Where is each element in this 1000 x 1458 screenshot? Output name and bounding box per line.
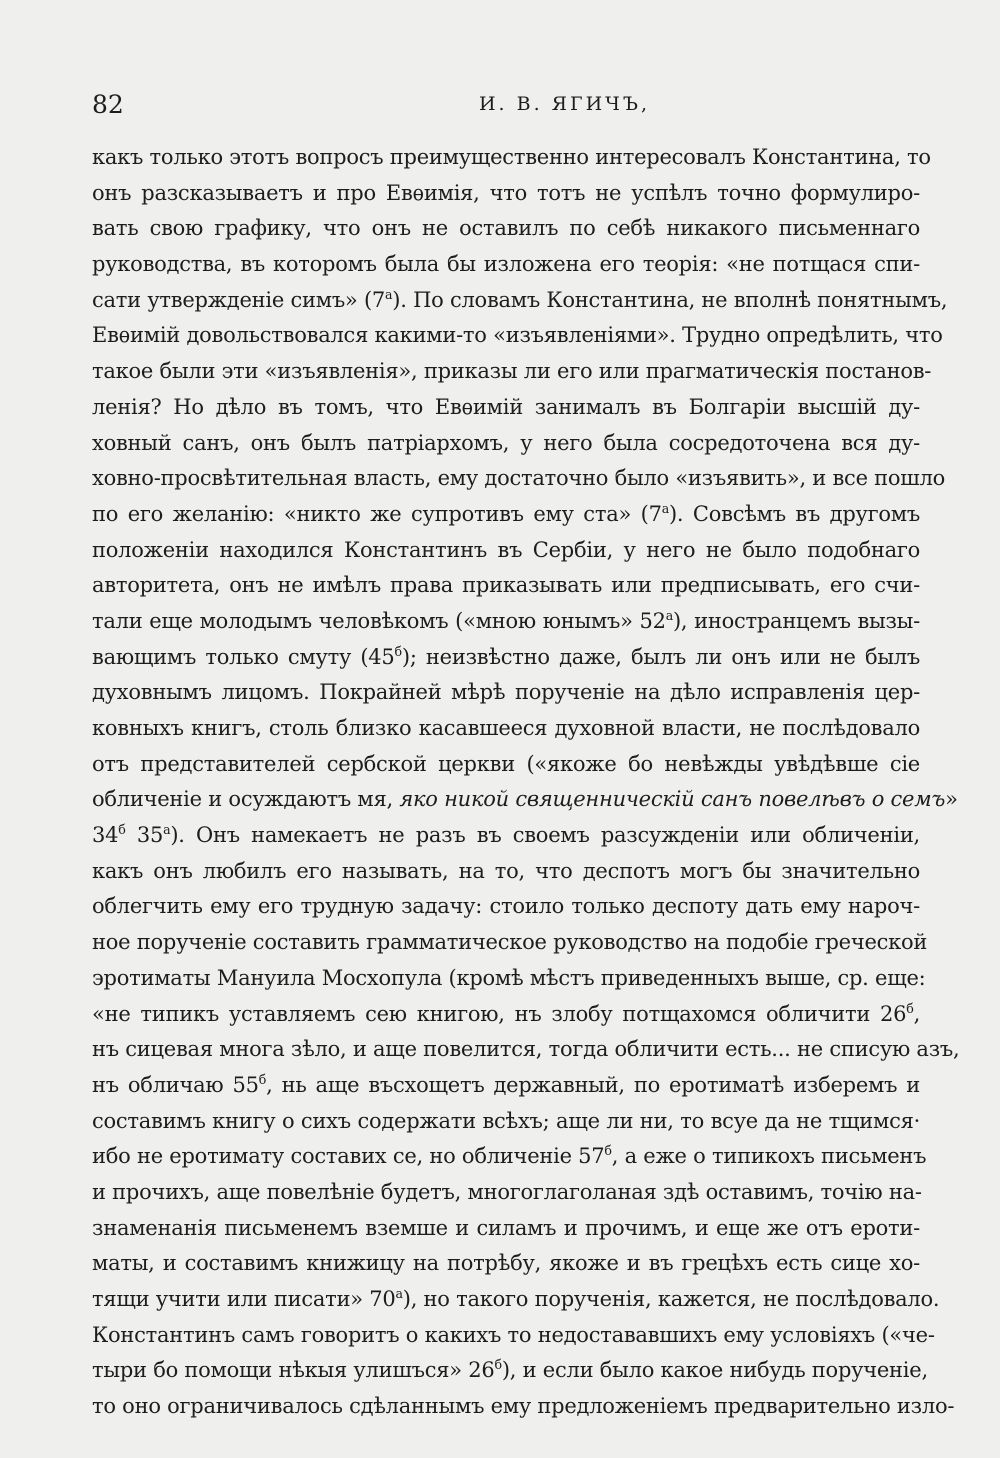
- text-segment: вающимъ только смуту (45: [92, 644, 395, 669]
- text-segment: такое были эти «изъявленія», приказы ли его или прагматическія постанов-: [92, 359, 932, 384]
- text-line: [92, 818, 920, 854]
- text-line: [92, 283, 948, 319]
- text-line: [92, 247, 920, 283]
- text-line: [92, 390, 920, 426]
- text-segment: ), иностранцемъ вызы-: [672, 608, 920, 633]
- text-line: [92, 1246, 920, 1282]
- text-line: [92, 1175, 920, 1211]
- text-segment: ховно-просвѣтительная власть, ему достаточно было «изъявить», и все пошло: [92, 466, 946, 491]
- text-line: [92, 318, 943, 354]
- text-line: [92, 1282, 940, 1318]
- text-segment: , а еже о типикохъ письменъ: [611, 1144, 927, 1169]
- text-line: [92, 176, 920, 212]
- italic-text: яко никой священническій санъ повелѣвъ о семъ: [399, 787, 946, 812]
- text-segment: ). Совсѣмъ въ другомъ: [668, 501, 920, 526]
- text-line: [92, 1353, 928, 1389]
- text-segment: ховный санъ, онъ былъ патріархомъ, у него была сосредоточена вся ду-: [92, 430, 920, 455]
- text-segment: 34: [92, 823, 119, 848]
- text-segment: положеніи находился Константинъ въ Сербіи, у него не было подобнаго: [92, 537, 920, 562]
- text-segment: ). По словамъ Константина, не вполнѣ понятнымъ,: [392, 287, 948, 312]
- text-line: [92, 640, 920, 676]
- text-line: [92, 1068, 920, 1104]
- text-line: [92, 925, 928, 961]
- text-segment: какъ только этотъ вопросъ преимущественно интересовалъ Константина, то: [92, 145, 931, 169]
- text-segment: авторитета, онъ не имѣлъ права приказывать или предписывать, его счи-: [92, 573, 920, 598]
- text-segment: Евѳимій довольствовался какими-то «изъявленіями». Трудно опредѣлить, что: [92, 323, 943, 348]
- superscript: а: [395, 1286, 403, 1301]
- text-segment: сати утвержденіе симъ» (7: [92, 287, 386, 312]
- text-line: [92, 997, 920, 1033]
- text-segment: тящи учити или писати» 70: [92, 1287, 396, 1311]
- text-segment: облегчить ему его трудную задачу: стоило только деспоту дать ему нароч-: [92, 894, 920, 919]
- text-line: [92, 140, 931, 176]
- text-line: [92, 604, 920, 640]
- text-segment: «не типикъ уставляемъ сею книгою, нъ злобу потщахомся обличити 26: [92, 1001, 907, 1026]
- text-line: [92, 782, 958, 818]
- text-segment: ), и если было какое нибудь порученіе,: [501, 1358, 928, 1383]
- text-line: [92, 1032, 960, 1068]
- text-segment: тыри бо помощи нѣкыя улишъся» 26: [92, 1358, 495, 1383]
- superscript: а: [665, 607, 673, 623]
- text-line: [92, 889, 920, 925]
- text-segment: то оно ограничивалось сдѣланнымъ ему предложеніемъ предварительно изло-: [92, 1394, 955, 1419]
- page-number: 82: [92, 89, 124, 119]
- text-line: [92, 961, 926, 997]
- text-line: [92, 1211, 920, 1247]
- text-line: [92, 426, 920, 462]
- text-segment: ); неизвѣстно даже, былъ ли онъ или не былъ: [401, 644, 921, 669]
- text-line: [92, 1318, 935, 1354]
- text-segment: тали еще молодымъ человѣкомъ («мною юнымъ» 52: [92, 608, 666, 633]
- superscript: а: [661, 500, 669, 516]
- text-line: [92, 854, 920, 890]
- page-header: [92, 86, 920, 122]
- text-segment: ное порученіе составить грамматическое руководство на подобіе греческой: [92, 930, 928, 955]
- text-segment: 35: [125, 823, 164, 848]
- text-segment: ибо не еротимату составих се, но обличеніе 57: [92, 1144, 605, 1169]
- text-line: [92, 711, 920, 747]
- text-segment: по его желанію: «никто же супротивъ ему ста» (7: [92, 501, 662, 526]
- text-segment: и прочихъ, аще повелѣніе будетъ, многоглаголаная здѣ оставимъ, точію на-: [92, 1179, 922, 1204]
- text-segment: ковныхъ книгъ, столь близко касавшееся духовной власти, не послѣдовало: [92, 716, 920, 740]
- body-text: [92, 140, 960, 1425]
- text-segment: руководства, въ которомъ была бы изложена его теорія: «не потщася спи-: [92, 252, 920, 277]
- text-segment: ,: [913, 1001, 920, 1026]
- text-line: [92, 1139, 927, 1175]
- text-segment: онъ разсказываетъ и про Евѳимія, что тотъ не успѣлъ точно формулиро-: [92, 180, 920, 205]
- superscript: б: [258, 1071, 267, 1087]
- text-line: [92, 533, 920, 569]
- text-segment: нъ обличаю 55: [92, 1072, 259, 1097]
- superscript: а: [385, 286, 393, 302]
- text-segment: обличеніе и осуждаютъ мя,: [92, 787, 400, 812]
- running-head: И. В. ЯГИЧЪ,: [478, 93, 650, 115]
- text-segment: Константинъ самъ говоритъ о какихъ то недостававшихъ ему условіяхъ («че-: [92, 1322, 935, 1347]
- text-segment: »: [945, 787, 958, 812]
- superscript: б: [118, 822, 126, 838]
- text-segment: , нь аще въсхощетъ державный, по еротиматѣ изберемъ и: [266, 1072, 921, 1097]
- superscript: а: [163, 822, 171, 838]
- text-line: [92, 211, 920, 247]
- text-segment: ), но такого порученія, кажется, не послѣдовало.: [402, 1287, 940, 1311]
- text-segment: ленія? Но дѣло въ томъ, что Евѳимій занималъ въ Болгаріи высшій ду-: [92, 394, 920, 419]
- text-segment: ). Онъ намекаетъ не разъ въ своемъ разсужденіи или обличеніи,: [170, 823, 920, 848]
- text-line: [92, 497, 920, 533]
- text-segment: нъ сицевая многа зѣло, и аще повелится, тогда обличити есть... не списую азъ,: [92, 1037, 960, 1062]
- text-segment: отъ представителей сербской церкви («якоже бо невѣжды увѣдѣвше сіе: [92, 751, 920, 776]
- text-segment: эротиматы Мануила Мосхопула (кромѣ мѣстъ приведенныхъ выше, ср. еще:: [92, 965, 926, 990]
- text-line: [92, 1389, 955, 1425]
- text-segment: какъ онъ любилъ его называть, на то, что деспотъ могъ бы значительно: [92, 858, 920, 883]
- text-line: [92, 747, 920, 783]
- superscript: б: [494, 1357, 502, 1373]
- text-line: [92, 568, 920, 604]
- text-line: [92, 461, 946, 497]
- text-segment: составимъ книгу о сихъ содержати всѣхъ; аще ли ни, то всуе да не тщимся·: [92, 1108, 920, 1133]
- text-line: [92, 1104, 920, 1140]
- text-segment: маты, и составимъ книжицу на потрѣбу, якоже и въ грецѣхъ есть сице хо-: [92, 1251, 920, 1276]
- text-line: [92, 675, 920, 711]
- text-segment: вать свою графику, что онъ не оставилъ по себѣ никакого письменнаго: [92, 216, 920, 241]
- text-segment: духовнымъ лицомъ. Покрайней мѣрѣ порученіе на дѣло исправленія цер-: [92, 680, 920, 705]
- superscript: б: [906, 1000, 914, 1016]
- superscript: б: [394, 643, 402, 659]
- superscript: б: [604, 1143, 612, 1159]
- text-segment: знаменанія письменемъ вземше и силамъ и прочимъ, и еще же отъ ероти-: [92, 1215, 920, 1240]
- text-line: [92, 354, 932, 390]
